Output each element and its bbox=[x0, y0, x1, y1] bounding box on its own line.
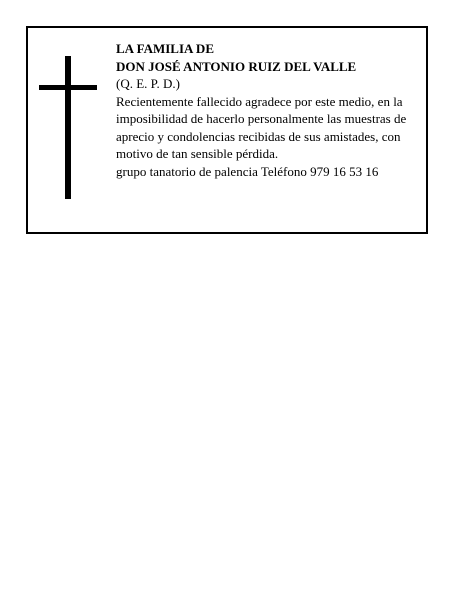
cross-horizontal-bar bbox=[39, 85, 97, 90]
notice-text bbox=[116, 40, 424, 180]
notice-heading-name: DON JOSÉ ANTONIO RUIZ DEL VALLE bbox=[116, 58, 357, 74]
cross-vertical-bar bbox=[65, 56, 71, 199]
notice-rip: (Q. E. P. D.) bbox=[116, 76, 180, 91]
obituary-notice bbox=[26, 26, 428, 234]
notice-body: Recientemente fallecido agradece por este medio, en la imposibilidad de hacerlo personalmente las muestras de aprecio y condolencias recibidas de sus amistades, con motivo de tan sensible pérdida. bbox=[116, 93, 407, 161]
notice-heading-family: LA FAMILIA DE bbox=[116, 41, 214, 56]
notice-footer: grupo tanatorio de palencia Teléfono 979 16 53 16 bbox=[116, 163, 379, 179]
